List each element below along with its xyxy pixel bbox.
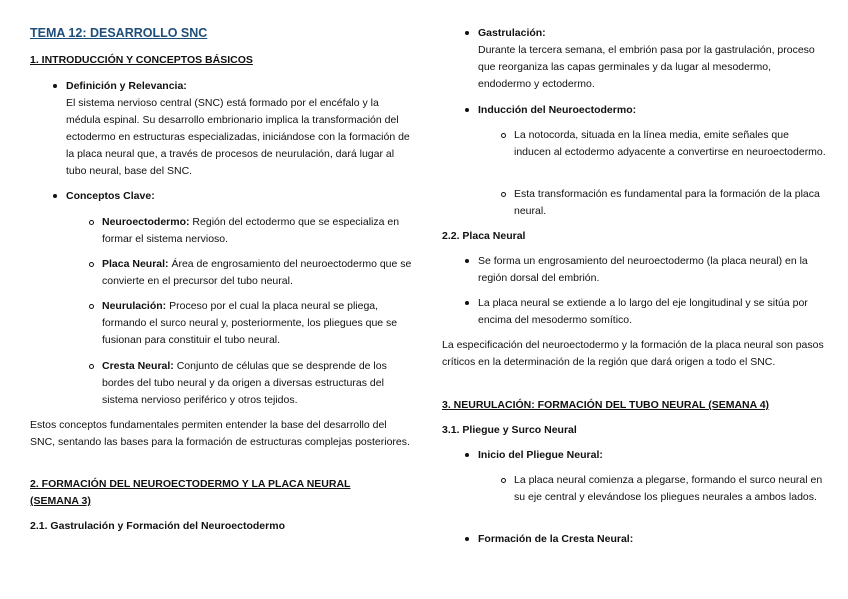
concept-neurulacion-text: Proceso por el cual la placa neural se pliega, formando el surco neural y, posteriormente, los pliegues que se fusionan para constituir el tubo neural.: [102, 300, 398, 346]
concept-neuroectodermo-label: Neuroectodermo:: [102, 216, 190, 228]
section-1-heading: 1. INTRODUCCIÓN Y CONCEPTOS BÁSICOS: [30, 54, 253, 66]
gastrulacion-text: Durante la tercera semana, el embrión pasa por la gastrulación, proceso que reorganiza las capas germinales y da lugar al mesodermo, endodermo y ectodermo.: [478, 44, 815, 90]
placa-point-1: Se forma un engrosamiento del neuroectodermo (la placa neural) en la región dorsal del embrión.: [478, 253, 826, 287]
subsection-2-2-heading: 2.2. Placa Neural: [442, 230, 526, 242]
placa-point-2: La placa neural se extiende a lo largo del eje longitudinal y se sitúa por encima del mesodermo somítico.: [478, 295, 826, 329]
concept-neurulacion-label: Neurulación:: [102, 300, 167, 312]
definicion-text: El sistema nervioso central (SNC) está formado por el encéfalo y la médula espinal. Su desarrollo embrionario implica la transformación del ectodermo en estructuras especializadas, iniciándose con la formación de la placa neural que, a través de procesos de neurulación, dará lugar al tubo neural, base del SNC.: [66, 97, 410, 177]
definicion-label: Definición y Relevancia:: [66, 78, 412, 95]
especificacion-paragraph: La especificación del neuroectodermo y la formación de la placa neural son pasos críticos en la determinación de la región que dará origen a todo el SNC.: [442, 339, 824, 368]
concept-cresta-neural-label: Cresta Neural:: [102, 360, 174, 372]
subsection-3-1-heading: 3.1. Pliegue y Surco Neural: [442, 424, 577, 436]
conceptos-label: Conceptos Clave:: [66, 188, 412, 205]
concept-neurulacion: [102, 298, 412, 349]
inicio-pliegue-label: Inicio del Pliegue Neural:: [478, 447, 826, 464]
induccion-point-2: Esta transformación es fundamental para la formación de la placa neural.: [514, 186, 826, 220]
section-3-heading: 3. NEURULACIÓN: FORMACIÓN DEL TUBO NEURAL (SEMANA 4): [442, 399, 770, 411]
cresta-neural-label: Formación de la Cresta Neural:: [478, 531, 826, 548]
subsection-2-1-heading: 2.1. Gastrulación y Formación del Neuroectodermo: [30, 520, 285, 532]
section-2-heading: 2. FORMACIÓN DEL NEUROECTODERMO Y LA PLACA NEURAL (SEMANA 3): [30, 478, 351, 507]
summary-paragraph: Estos conceptos fundamentales permiten entender la base del desarrollo del SNC, sentando las bases para la formación de estructuras complejas posteriores.: [30, 419, 410, 448]
induccion-point-1: La notocorda, situada en la línea media, emite señales que inducen al ectodermo adyacente a convertirse en neuroectodermo.: [514, 127, 826, 161]
concept-cresta-neural: [102, 358, 412, 409]
concept-placa-neural-text: Área de engrosamiento del neuroectodermo que se convierte en el precursor del tubo neural.: [102, 258, 412, 287]
induccion-label: Inducción del Neuroectodermo:: [478, 102, 826, 119]
document-title: TEMA 12: DESARROLLO SNC: [30, 26, 208, 40]
concept-neuroectodermo: [102, 214, 412, 248]
concept-cresta-neural-text: Conjunto de células que se desprende de los bordes del tubo neural y da origen a diversas estructuras del sistema nervioso periférico y otros tejidos.: [102, 360, 387, 406]
concept-placa-neural: [102, 256, 412, 290]
concept-placa-neural-label: Placa Neural:: [102, 258, 169, 270]
inicio-pliegue-point: La placa neural comienza a plegarse, formando el surco neural en su eje central y elevándose los pliegues neurales a ambos lados.: [514, 472, 826, 506]
gastrulacion-label: Gastrulación:: [478, 25, 826, 42]
concept-neuroectodermo-text: Región del ectodermo que se especializa en formar el sistema nervioso.: [102, 216, 400, 245]
